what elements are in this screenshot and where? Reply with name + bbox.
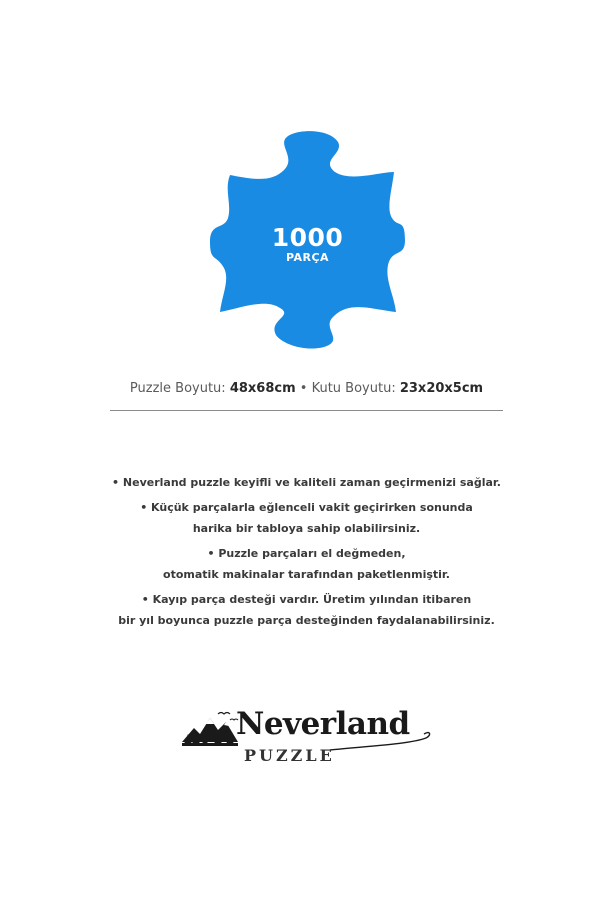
feature-item bbox=[60, 589, 553, 631]
puzzle-piece-graphic bbox=[210, 130, 405, 350]
feature-line: otomatik makinalar tarafından paketlenmiştir. bbox=[163, 568, 450, 581]
feature-line: • Neverland puzzle keyifli ve kaliteli zaman geçirmenizi sağlar. bbox=[112, 476, 501, 489]
brand-logo bbox=[180, 700, 435, 780]
logo-subtitle: PUZZLE bbox=[244, 746, 335, 765]
puzzle-size-value: 48x68cm bbox=[229, 381, 296, 396]
puzzle-size-label: Puzzle Boyutu: bbox=[129, 381, 226, 396]
feature-line: • Puzzle parçaları el değmeden, bbox=[207, 547, 406, 560]
feature-line: • Küçük parçalarla eğlenceli vakit geçirirken sonunda bbox=[140, 501, 473, 514]
feature-line: • Kayıp parça desteği vardır. Üretim yılından itibaren bbox=[141, 593, 472, 606]
divider bbox=[110, 410, 503, 411]
feature-list bbox=[60, 472, 553, 635]
feature-item bbox=[60, 472, 553, 493]
piece-count: 1000 bbox=[271, 223, 344, 252]
feature-item bbox=[60, 543, 553, 585]
piece-unit-label: PARÇA bbox=[285, 251, 330, 264]
feature-line: harika bir tabloya sahip olabilirsiniz. bbox=[192, 522, 421, 535]
feature-item bbox=[60, 497, 553, 539]
box-size-value: 23x20x5cm bbox=[399, 381, 484, 396]
size-info bbox=[110, 381, 503, 396]
logo-name: Neverland bbox=[236, 706, 410, 742]
box-size-label: Kutu Boyutu: bbox=[311, 381, 396, 396]
size-separator: • bbox=[299, 381, 308, 396]
feature-line: bir yıl boyunca puzzle parça desteğinden faydalanabilirsiniz. bbox=[118, 614, 495, 627]
